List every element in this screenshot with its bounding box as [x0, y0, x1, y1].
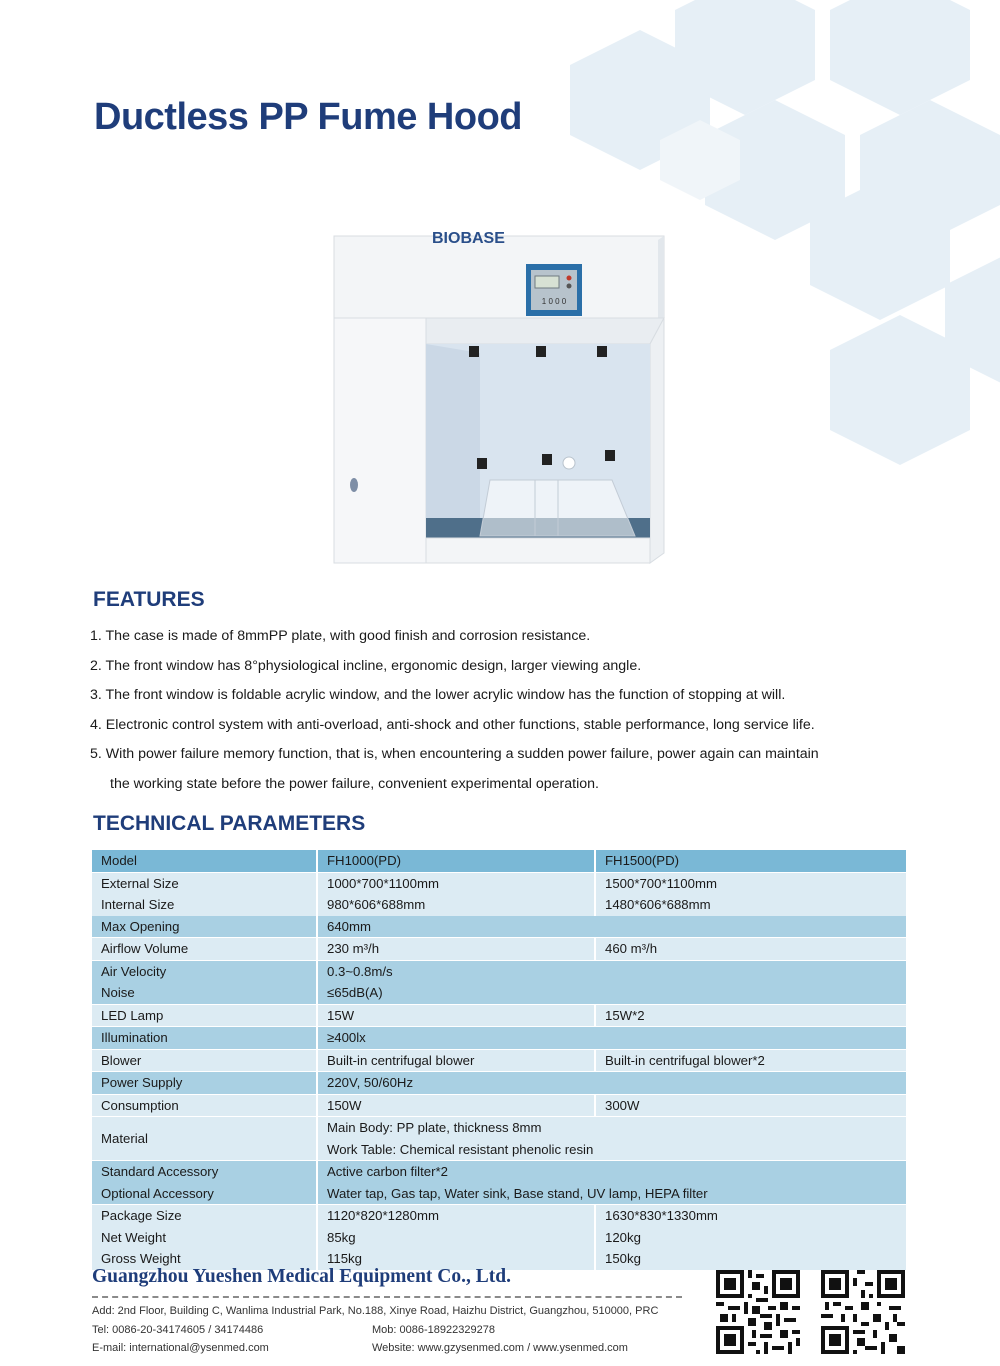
- row-label: Package Size: [92, 1205, 317, 1227]
- footer-tel: Tel: 0086-20-34174605 / 34174486: [92, 1324, 264, 1336]
- row-value: 120kg: [595, 1227, 906, 1249]
- feature-item: 4. Electronic control system with anti-overload, anti-shock and other functions, stable performance, long service life.: [90, 716, 815, 733]
- row-value: ≥400lx: [317, 1027, 906, 1050]
- table-row: [92, 1027, 906, 1050]
- row-value: ≤65dB(A): [317, 982, 906, 1004]
- table-row: [92, 1161, 906, 1183]
- row-value: 1630*830*1330mm: [595, 1205, 906, 1227]
- feature-item: 1. The case is made of 8mmPP plate, with good finish and corrosion resistance.: [90, 628, 591, 644]
- row-label: Material: [92, 1117, 317, 1161]
- row-label: LED Lamp: [92, 1004, 317, 1027]
- feature-item-continuation: the working state before the power failure, convenient experimental operation.: [110, 775, 599, 792]
- row-value: 150W: [317, 1094, 595, 1117]
- fume-hood-image: [330, 218, 690, 578]
- table-row: [92, 960, 906, 982]
- row-value: 980*606*688mm: [317, 894, 595, 916]
- row-value: Main Body: PP plate, thickness 8mm: [317, 1117, 906, 1139]
- row-value: 640mm: [317, 916, 906, 938]
- row-label: Air Velocity: [92, 960, 317, 982]
- table-row: [92, 1227, 906, 1249]
- feature-item: 3. The front window is foldable acrylic window, and the lower acrylic window has the function of stopping at will.: [90, 687, 786, 703]
- panel-digits: 1 0 0 0: [541, 297, 567, 306]
- row-label: Optional Accessory: [92, 1183, 317, 1205]
- table-row: [92, 894, 906, 916]
- features-list: [90, 622, 950, 799]
- row-value: 150kg: [595, 1248, 906, 1270]
- qr-code-icon: [716, 1270, 800, 1354]
- row-label: Consumption: [92, 1094, 317, 1117]
- table-row: [92, 982, 906, 1004]
- row-label: Gross Weight: [92, 1248, 317, 1270]
- row-label: Noise: [92, 982, 317, 1004]
- feature-item: 2. The front window has 8°physiological incline, ergonomic design, larger viewing angle.: [90, 657, 642, 674]
- footer-website: Website: www.gzysenmed.com / www.ysenmed.com: [372, 1342, 628, 1354]
- row-value: 220V, 50/60Hz: [317, 1072, 906, 1095]
- technical-parameters-heading: TECHNICAL PARAMETERS: [93, 812, 366, 835]
- row-value: Work Table: Chemical resistant phenolic resin: [317, 1139, 906, 1161]
- row-label: Blower: [92, 1049, 317, 1072]
- table-row: [92, 1004, 906, 1027]
- table-row: [92, 1094, 906, 1117]
- row-label: Standard Accessory: [92, 1161, 317, 1183]
- row-label: Net Weight: [92, 1227, 317, 1249]
- page-title: Ductless PP Fume Hood: [94, 96, 523, 138]
- row-value: 1120*820*1280mm: [317, 1205, 595, 1227]
- row-value: 1500*700*1100mm: [595, 872, 906, 894]
- row-value: 0.3~0.8m/s: [317, 960, 906, 982]
- brand-logo: BIOBASE: [432, 230, 505, 247]
- row-label: External Size: [92, 872, 317, 894]
- header-model-1: FH1000(PD): [317, 850, 595, 872]
- parameters-table: [92, 850, 906, 1270]
- table-row: [92, 1117, 906, 1139]
- footer-divider: [92, 1296, 682, 1298]
- qr-code-icon: [821, 1270, 905, 1354]
- row-value: 300W: [595, 1094, 906, 1117]
- row-value: Built-in centrifugal blower*2: [595, 1049, 906, 1072]
- table-row: [92, 1205, 906, 1227]
- table-row: [92, 1072, 906, 1095]
- footer-mobile: Mob: 0086-18922329278: [372, 1324, 495, 1336]
- row-value: Active carbon filter*2: [317, 1161, 906, 1183]
- row-value: Water tap, Gas tap, Water sink, Base stand, UV lamp, HEPA filter: [317, 1183, 906, 1205]
- row-label: Internal Size: [92, 894, 317, 916]
- feature-item: 5. With power failure memory function, that is, when encountering a sudden power failure, power again can maintain: [90, 746, 819, 762]
- row-label: Airflow Volume: [92, 938, 317, 961]
- row-value: 460 m³/h: [595, 938, 906, 961]
- row-value: 85kg: [317, 1227, 595, 1249]
- table-row: [92, 1049, 906, 1072]
- row-value: 230 m³/h: [317, 938, 595, 961]
- table-row: [92, 872, 906, 894]
- company-name: Guangzhou Yueshen Medical Equipment Co., Ltd.: [92, 1266, 511, 1287]
- table-row: [92, 916, 906, 938]
- row-value: 15W: [317, 1004, 595, 1027]
- table-header-row: [92, 850, 906, 872]
- row-value: 15W*2: [595, 1004, 906, 1027]
- row-value: 115kg: [317, 1248, 595, 1270]
- row-label: Max Opening: [92, 916, 317, 938]
- row-label: Power Supply: [92, 1072, 317, 1095]
- features-heading: FEATURES: [93, 588, 205, 611]
- row-value: 1480*606*688mm: [595, 894, 906, 916]
- footer-address: Add: 2nd Floor, Building C, Wanlima Industrial Park, No.188, Xinye Road, Haizhu District, Guangzhou, 510000, PRC: [92, 1305, 659, 1317]
- row-value: 1000*700*1100mm: [317, 872, 595, 894]
- header-label: Model: [92, 850, 317, 872]
- footer-email: E-mail: international@ysenmed.com: [92, 1342, 269, 1354]
- row-label: Illumination: [92, 1027, 317, 1050]
- table-row: [92, 1183, 906, 1205]
- header-model-2: FH1500(PD): [595, 850, 906, 872]
- table-row: [92, 938, 906, 961]
- row-value: Built-in centrifugal blower: [317, 1049, 595, 1072]
